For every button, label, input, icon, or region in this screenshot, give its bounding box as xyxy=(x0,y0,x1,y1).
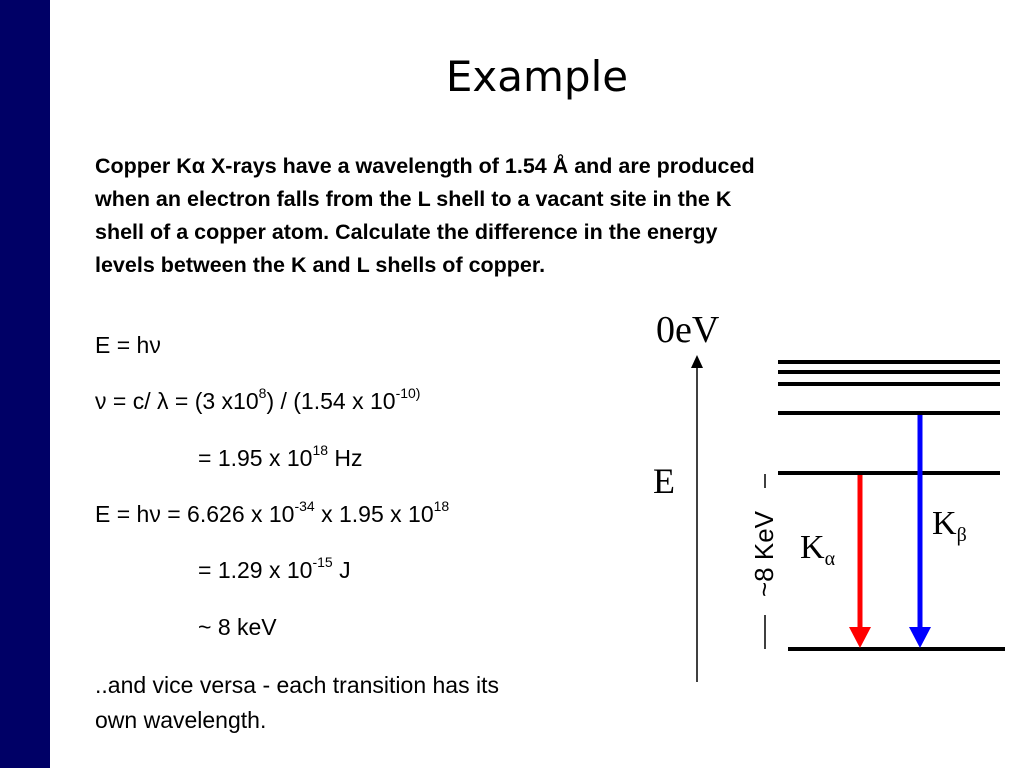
equation-energy-calc xyxy=(95,498,450,528)
energy-level-diagram xyxy=(620,300,1020,690)
left-accent-bar xyxy=(0,0,50,768)
problem-line: levels between the K and L shells of copper. xyxy=(95,253,546,277)
equation-kev: ~ 8 keV xyxy=(198,614,277,640)
closing-note xyxy=(95,668,499,738)
equation-text: = 1.95 x 10 xyxy=(198,445,313,471)
note-line: own wavelength. xyxy=(95,707,267,733)
k-beta-label xyxy=(932,505,967,546)
energy-axis-label: E xyxy=(653,461,675,501)
problem-line: Copper Kα X-rays have a wavelength of 1.54 Å and are produced xyxy=(95,154,755,178)
zero-ev-label: 0eV xyxy=(656,309,720,351)
energy-gap-label: ~8 KeV xyxy=(749,510,779,598)
exponent: 18 xyxy=(433,498,450,515)
exponent: -10) xyxy=(395,385,421,402)
k-alpha-label xyxy=(800,529,836,570)
k-beta-letter: K xyxy=(932,505,957,542)
equation-frequency-result xyxy=(198,442,363,472)
problem-line: shell of a copper atom. Calculate the difference in the energy xyxy=(95,220,718,244)
note-line: ..and vice versa - each transition has its xyxy=(95,672,499,698)
equation-text: ) / (1.54 x 10 xyxy=(266,388,396,414)
k-alpha-subscript: α xyxy=(824,548,836,570)
equation-text: Hz xyxy=(328,445,363,471)
exponent: 18 xyxy=(312,442,329,459)
exponent: 8 xyxy=(258,385,267,402)
k-beta-arrowhead xyxy=(909,627,931,648)
equation-text: x 1.95 x 10 xyxy=(314,501,434,527)
problem-line: when an electron falls from the L shell to a vacant site in the K xyxy=(95,187,732,211)
exponent: -34 xyxy=(294,498,315,515)
equation-text: E = hν = 6.626 x 10 xyxy=(95,501,295,527)
equation-text: J xyxy=(332,557,351,583)
energy-axis-arrowhead xyxy=(691,355,703,368)
equation-text: = 1.29 x 10 xyxy=(198,557,313,583)
equation-energy-result xyxy=(198,554,351,584)
problem-statement xyxy=(95,150,995,282)
k-alpha-arrowhead xyxy=(849,627,871,648)
slide-title: Example xyxy=(445,52,629,101)
equation-energy: E = hν xyxy=(95,332,161,358)
equation-frequency xyxy=(95,385,421,415)
k-beta-subscript: β xyxy=(956,524,967,546)
equation-text: ν = c/ λ = (3 x10 xyxy=(95,388,259,414)
k-alpha-letter: K xyxy=(800,529,825,566)
exponent: -15 xyxy=(312,554,333,571)
